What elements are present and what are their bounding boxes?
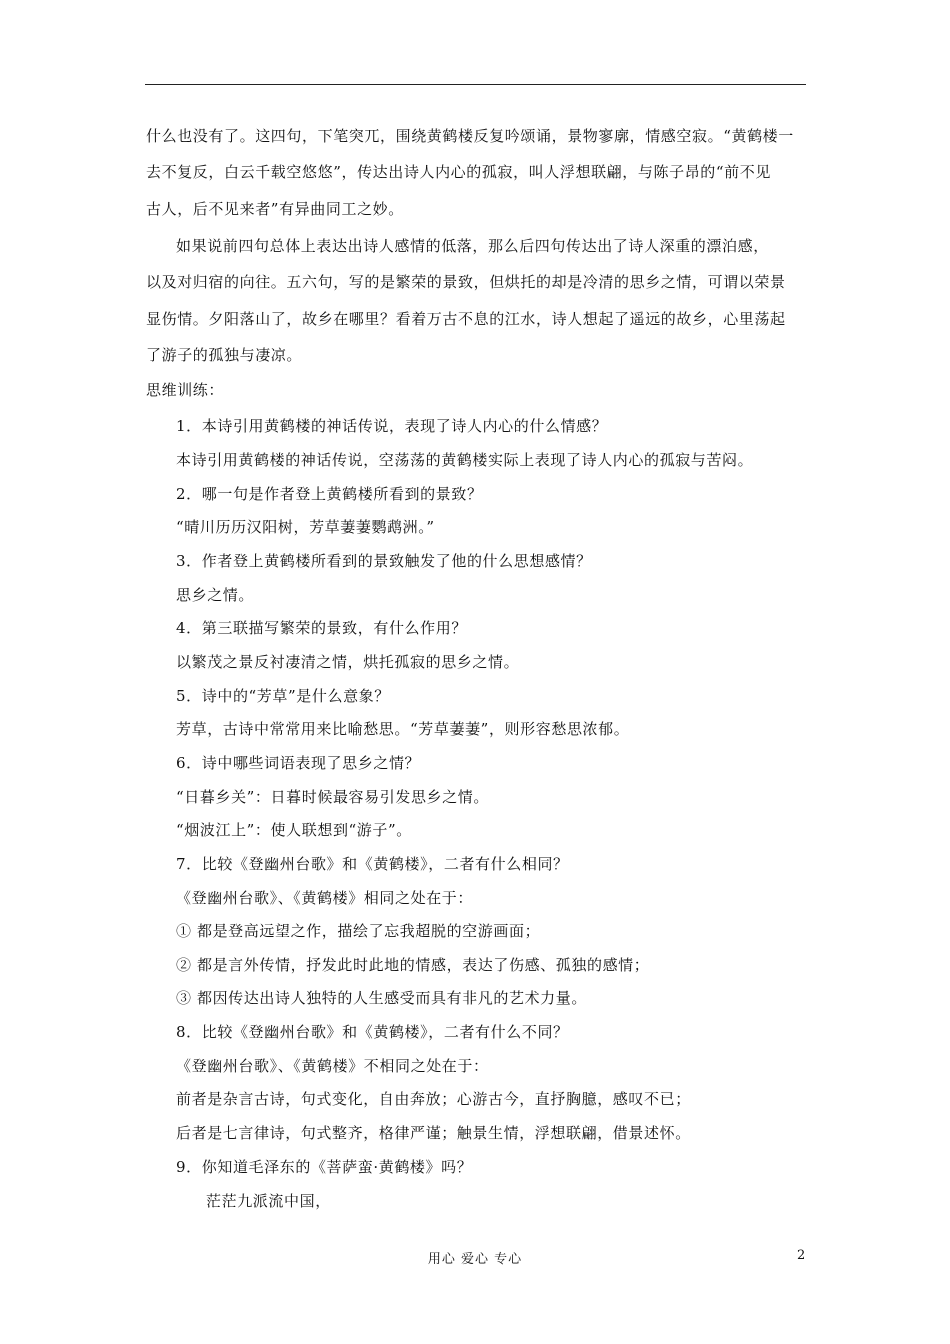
answer-6-part-2: “烟波江上”：使人联想到“游子”。 bbox=[176, 821, 412, 839]
question-9: 9．你知道毛泽东的《菩萨蛮·黄鹤楼》吗？ bbox=[176, 1158, 473, 1176]
answer-7-intro: 《登幽州台歌》、《黄鹤楼》相同之处在于： bbox=[176, 889, 474, 907]
paragraph-2-line-2: 以及对归宿的向往。五六句，写的是繁荣的景致，但烘托的却是冷清的思乡之情，可谓以荣景 bbox=[146, 273, 786, 291]
section-heading: 思维训练： bbox=[146, 381, 225, 399]
answer-3: 思乡之情。 bbox=[176, 586, 255, 604]
paragraph-2-line-1: 如果说前四句总体上表达出诗人感情的低落，那么后四句传达出了诗人深重的漂泊感， bbox=[176, 237, 769, 255]
paragraph-1-line-3: 古人，后不见来者”有异曲同工之妙。 bbox=[146, 200, 404, 218]
question-1: 1．本诗引用黄鹤楼的神话传说，表现了诗人内心的什么情感？ bbox=[176, 417, 608, 435]
answer-1: 本诗引用黄鹤楼的神话传说，空荡荡的黄鹤楼实际上表现了诗人内心的孤寂与苦闷。 bbox=[176, 451, 754, 469]
answer-7-point-1: ① 都是登高远望之作，描绘了忘我超脱的空游画面； bbox=[176, 922, 541, 940]
question-5: 5．诗中的“芳草”是什么意象？ bbox=[176, 687, 390, 705]
question-7: 7．比较《登幽州台歌》和《黄鹤楼》，二者有什么相同？ bbox=[176, 855, 569, 873]
paragraph-2-line-4: 了游子的孤独与凄凉。 bbox=[146, 346, 303, 364]
question-3: 3．作者登上黄鹤楼所看到的景致触发了他的什么思想感情？ bbox=[176, 552, 592, 570]
answer-2: “晴川历历汉阳树，芳草萋萋鹦鹉洲。” bbox=[176, 518, 435, 536]
question-2: 2．哪一句是作者登上黄鹤楼所看到的景致？ bbox=[176, 485, 483, 503]
answer-8-intro: 《登幽州台歌》、《黄鹤楼》不相同之处在于： bbox=[176, 1057, 489, 1075]
paragraph-1-line-1: 什么也没有了。这四句，下笔突兀，围绕黄鹤楼反复吟颂诵，景物寥廓，情感空寂。“黄鹤楼一 bbox=[146, 127, 794, 145]
footer-text: 用心 爱心 专心 bbox=[427, 1252, 523, 1267]
answer-8-point-1: 前者是杂言古诗，句式变化，自由奔放；心游古今，直抒胸臆，感叹不已； bbox=[176, 1090, 691, 1108]
page-number: 2 bbox=[797, 1248, 806, 1263]
question-4: 4．第三联描写繁荣的景致，有什么作用？ bbox=[176, 619, 467, 637]
answer-6-part-1: “日暮乡关”：日暮时候最容易引发思乡之情。 bbox=[176, 788, 489, 806]
answer-7-point-2: ② 都是言外传情，抒发此时此地的情感，表达了伤感、孤独的感情； bbox=[176, 956, 650, 974]
answer-4: 以繁茂之景反衬凄清之情，烘托孤寂的思乡之情。 bbox=[176, 653, 520, 671]
paragraph-2-line-3: 显伤情。夕阳落山了，故乡在哪里？看着万古不息的江水，诗人想起了遥远的故乡，心里荡起 bbox=[146, 310, 786, 328]
answer-8-point-2: 后者是七言律诗，句式整齐，格律严谨；触景生情，浮想联翩，借景述怀。 bbox=[176, 1124, 691, 1142]
poem-line-1: 茫茫九派流中国， bbox=[206, 1192, 331, 1210]
paragraph-1-line-2: 去不复反，白云千载空悠悠”，传达出诗人内心的孤寂，叫人浮想联翩，与陈子昂的“前不见 bbox=[146, 163, 771, 181]
answer-5: 芳草，古诗中常常用来比喻愁思。“芳草萋萋”，则形容愁思浓郁。 bbox=[176, 720, 630, 738]
question-6: 6．诗中哪些词语表现了思乡之情？ bbox=[176, 754, 421, 772]
answer-7-point-3: ③ 都因传达出诗人独特的人生感受而具有非凡的艺术力量。 bbox=[176, 989, 587, 1007]
header-rule bbox=[145, 84, 806, 85]
question-8: 8．比较《登幽州台歌》和《黄鹤楼》，二者有什么不同？ bbox=[176, 1023, 569, 1041]
